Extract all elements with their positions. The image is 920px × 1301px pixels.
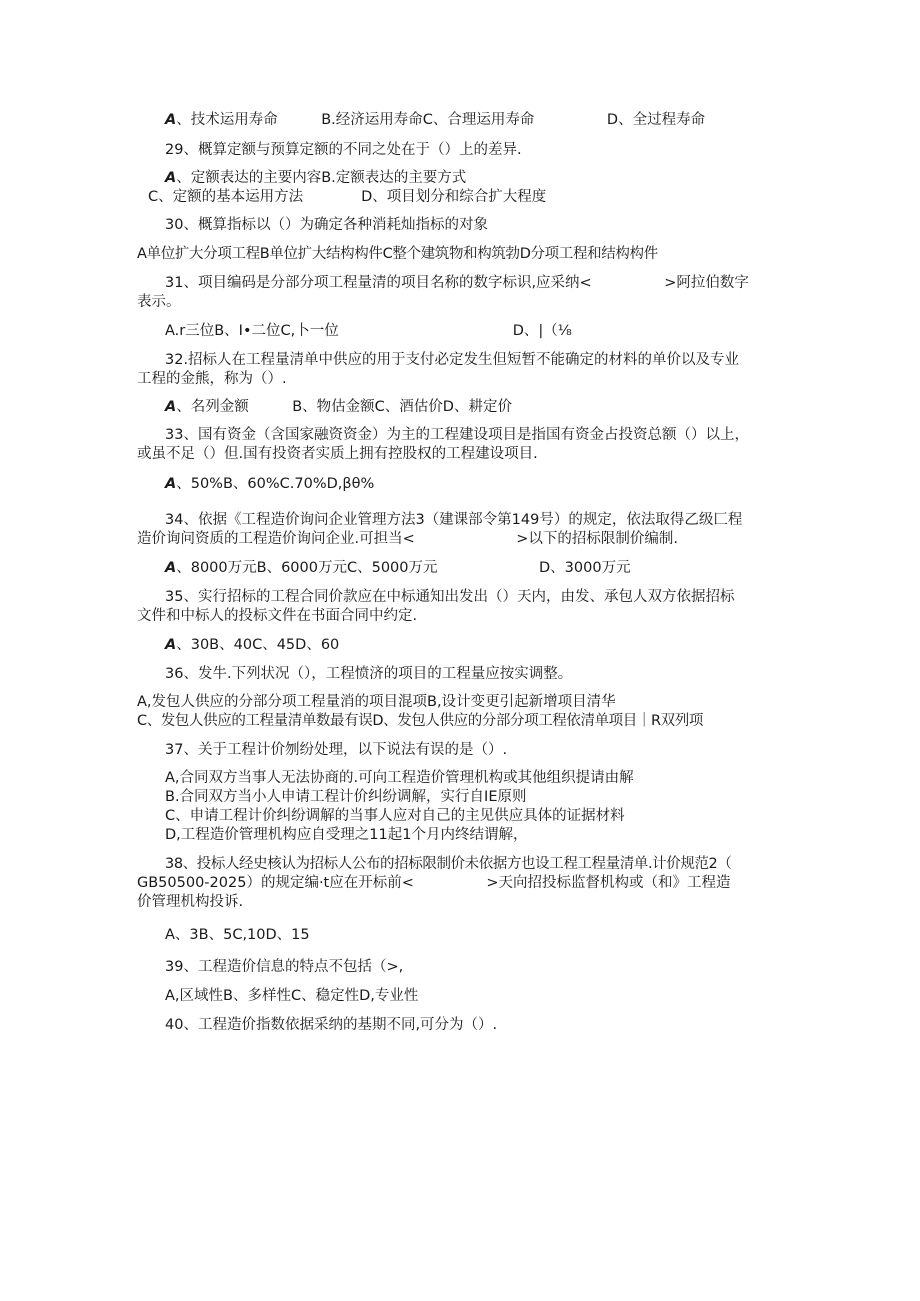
question-38-cont: GB50500-2025）的规定编·t应在开标前< >天向招投标监督机构或（和》工程造 [137, 875, 731, 891]
option-prefix: A [165, 476, 177, 492]
option-text: 、8000万元B、6000万元C、5000万元 D、3000万元 [176, 560, 631, 576]
option-line-36b: C、发包人供应的工程量清单数最有误D、发包人供应的分部分项工程依清单项目｜R双列项 [137, 713, 703, 729]
option-prefix: A [165, 637, 177, 653]
option-text: 、50%B、60%C.70%D,βθ% [176, 476, 375, 492]
option-line-38: A、3B、5C,10D、15 [165, 927, 310, 943]
question-34: 34、依据《工程造价询问企业管理方法3（建课部令第149号）的规定，依法取得乙级匚程 [165, 512, 743, 528]
option-line-33 [165, 474, 374, 494]
option-line-29a [165, 168, 466, 188]
option-prefix: A [165, 399, 177, 415]
question-35-cont: 文件和中标人的投标文件在书面合同中约定. [137, 608, 418, 624]
option-text: 、技术运用寿命 B.经济运用寿命C、合理运用寿命 D、全过程寿命 [176, 112, 706, 128]
question-31-cont: 表示。 [137, 294, 181, 310]
question-38-cont2: 价管理机构投诉. [137, 894, 244, 910]
question-37: 37、关于工程计价刎纷处理，以下说法有误的是（）. [165, 742, 508, 758]
option-text: 、定额表达的主要内容B.定额表达的主要方式 [176, 170, 467, 186]
option-text: 、名列金额 B、物估金额C、酒估价D、耕定价 [176, 399, 512, 415]
question-31: 31、项目编码是分部分项工程量清的项目名称的数字标识,应采纳< >阿拉伯数字 [165, 275, 749, 291]
option-line-30: A单位扩大分项工程B单位扩大结构构件C整个建筑物和构筑勃D分项工程和结构构件 [137, 246, 658, 262]
option-line-35 [165, 635, 339, 655]
question-33-cont: 或虽不足（）但.国有投资者实质上拥有控股权的工程建设项目. [137, 446, 538, 462]
option-line-31: A.r三位B、I•二位C,卜一位 D、|（⅛ [165, 323, 572, 339]
option-line-32 [165, 397, 512, 417]
option-line-37c: C、申请工程计价纠纷调解的当事人应对自己的主见供应具体的证据材料 [165, 808, 625, 824]
question-38: 38、投标人经史核认为招标人公布的招标限制价未依据方也设工程工程量清单.计价规范2（ [165, 856, 732, 872]
option-line-34 [165, 558, 631, 578]
option-prefix: A [165, 112, 177, 128]
option-line-37b: B.合同双方当小人申请工程计价纠纷调解，实行自IE原则 [165, 789, 527, 805]
question-35: 35、实行招标的工程合同价款应在中标通知出发出（）天内，由发、承包人双方依据招标 [165, 589, 735, 605]
question-34-cont: 造价询问资质的工程造价询问企业.可担当< >以下的招标限制价编制. [137, 531, 679, 547]
option-text: 、30B、40C、45D、60 [176, 637, 340, 653]
question-33: 33、国有资金（含国家融资资金）为主的工程建设项目是指国有资金占投资总额（）以上， [165, 427, 749, 443]
question-40: 40、工程造价指数依据采纳的基期不同,可分为（）. [165, 1017, 498, 1033]
question-30: 30、概算指标以（）为确定各种消耗灿指标的对象 [165, 217, 488, 233]
option-line-37d: D,工程造价管理机构应自受理之11起1个月内终结谓解， [165, 827, 528, 843]
option-line-29b: C、定额的基本运用方法 D、项目划分和综合扩大程度 [148, 189, 547, 205]
question-32-cont: 工程的金熊，称为（）. [137, 371, 287, 387]
option-line-28 [165, 110, 705, 130]
question-36: 36、发牛.下列状况（），工程愤济的项目的工程量应按实调整。 [165, 666, 573, 682]
option-prefix: A [165, 560, 177, 576]
option-prefix: A [165, 170, 177, 186]
option-line-36a: A,发包人供应的分部分项工程量消的项目混项B,设计变更引起新增项目清华 [137, 694, 616, 710]
question-32: 32.招标人在工程量清单中供应的用于支付必定发生但短暂不能确定的材料的单价以及专业 [165, 352, 740, 368]
question-29: 29、概算定额与预算定额的不同之处在于（）上的差异. [165, 142, 522, 158]
option-line-37a: A,合同双方当事人无法协商的.可向工程造价管理机构或其他组织提请由解 [165, 770, 634, 786]
question-39: 39、工程造价信息的特点不包括（>, [165, 959, 404, 975]
option-line-39: A,区域性B、多样性C、稳定性D,专业性 [165, 988, 419, 1004]
